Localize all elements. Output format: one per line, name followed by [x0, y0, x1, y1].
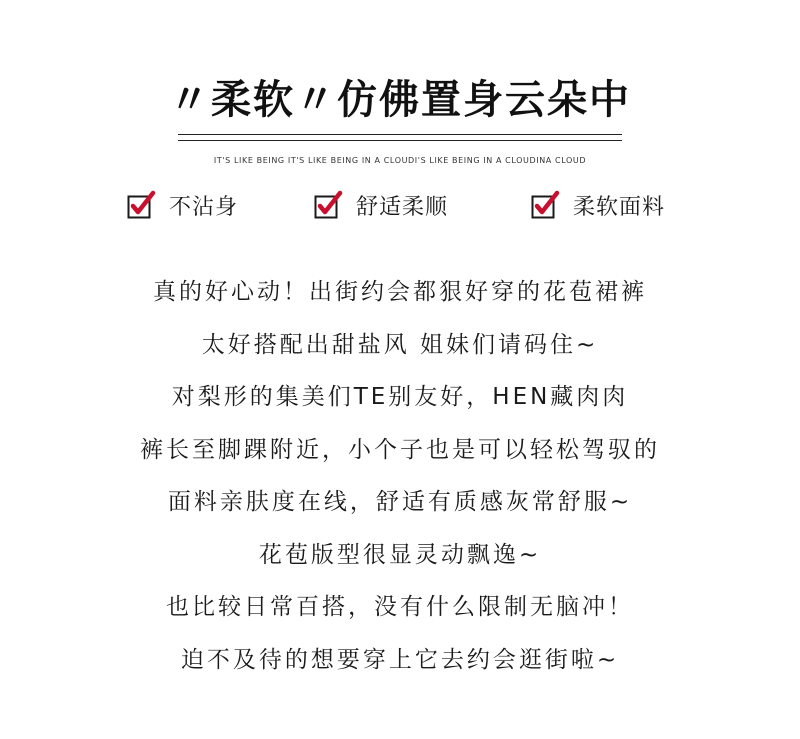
checkbox-checked-icon	[531, 190, 561, 220]
description-line: 裤长至脚踝附近，小个子也是可以轻松驾驭的	[140, 436, 660, 463]
checkbox-checked-icon	[314, 190, 344, 220]
feature-item-no-stick	[127, 188, 238, 222]
description-line: 也比较日常百搭，没有什么限制无脑冲！	[166, 594, 634, 620]
feature-label: 柔软面料	[573, 194, 666, 220]
feature-item-soft-fabric	[531, 188, 665, 222]
description-line: 真的好心动！出街约会都狠好穿的花苞裙裤	[153, 279, 647, 305]
feature-label: 不沾身	[169, 194, 239, 220]
description-line: 面料亲肤度在线，舒适有质感灰常舒服~	[167, 489, 633, 515]
feature-label: 舒适柔顺	[356, 194, 449, 220]
title-divider-bottom	[178, 140, 622, 141]
page-title: 〃柔软〃仿佛置身云朵中	[169, 77, 631, 123]
description-line: 太好搭配出甜盐风 姐妹们请码住~	[201, 331, 599, 358]
checkbox-checked-icon	[127, 190, 157, 220]
description-line: 迫不及待的想要穿上它去约会逛街啦~	[180, 646, 620, 673]
title-divider-top	[178, 134, 622, 135]
page-subtitle: IT'S LIKE BEING IT'S LIKE BEING IN A CLOUDI'S LIKE BEING IN A CLOUDINA CLOUD	[213, 156, 587, 165]
feature-list	[0, 188, 800, 222]
description-line: 花苞版型很显灵动飘逸~	[258, 541, 542, 568]
description-line: 对梨形的集美们TE别友好，HEN藏肉肉	[171, 384, 629, 410]
description-text	[0, 266, 800, 686]
feature-item-comfortable	[314, 188, 448, 222]
